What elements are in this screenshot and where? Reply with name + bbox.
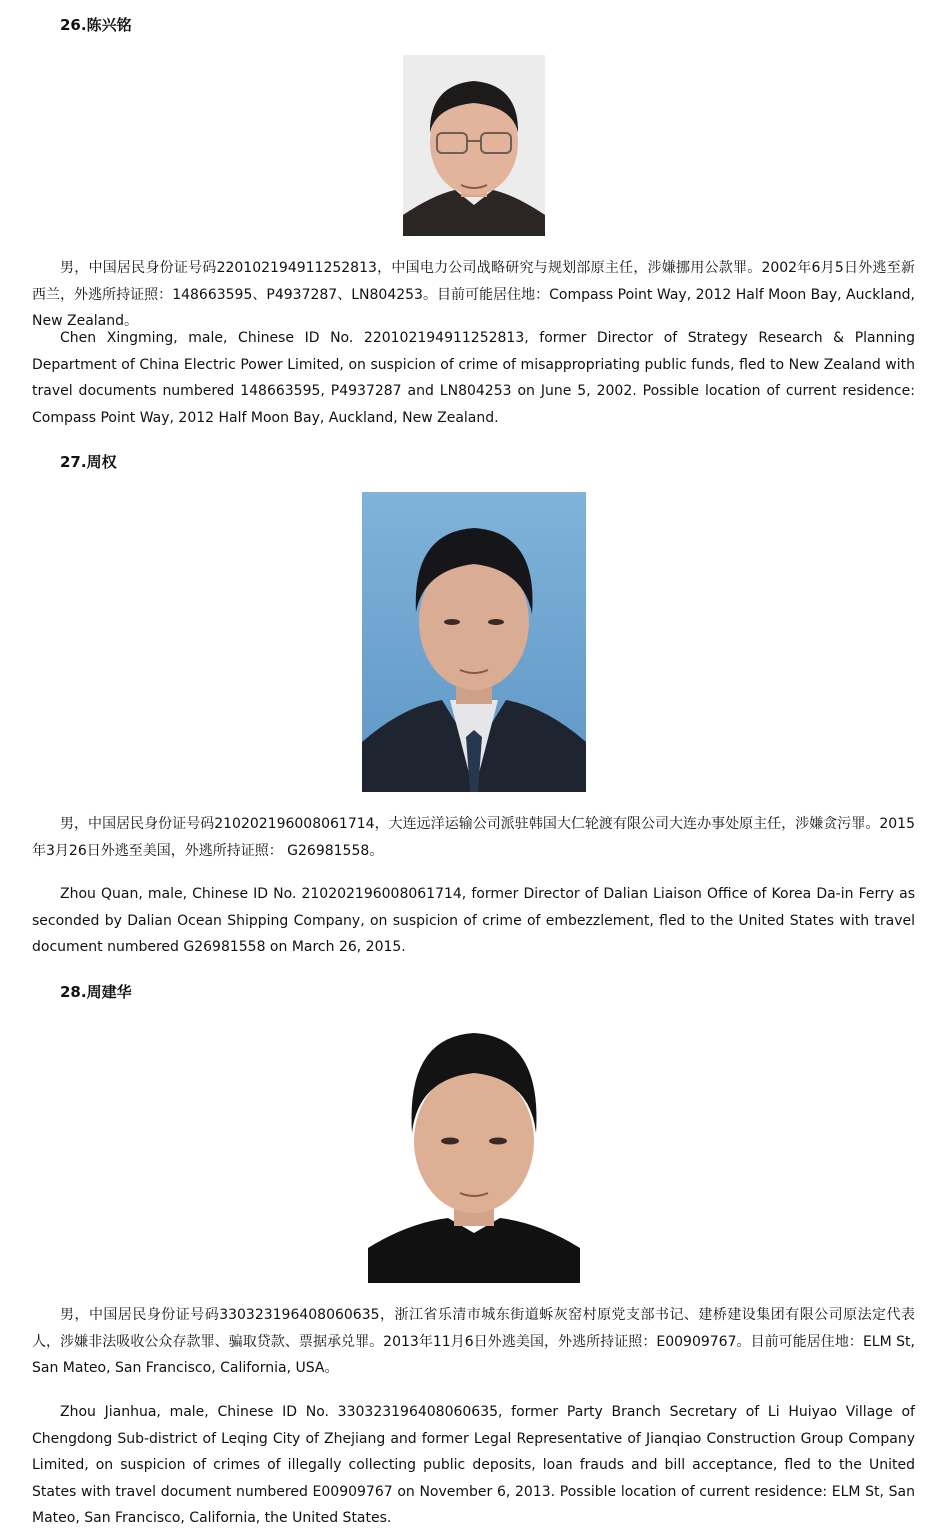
portrait-photo-icon — [368, 1023, 580, 1283]
entry-description-zh: 男，中国居民身份证号码210202196008061714，大连远洋运输公司派驻韩国大仁轮渡有限公司大连办事处原主任，涉嫌贪污罪。2015年3月26日外逃至美国，外逃所持证照： G26981558。 — [32, 816, 915, 859]
entry-heading: 28.周建华 — [60, 983, 132, 1001]
entry-description-en: Chen Xingming, male, Chinese ID No. 220102194911252813, former Director of Strategy Research & Planning Department of China Electric Power Limited, on suspicion of crime of misappropriating public funds, fled to New Zealand with travel documents numbered 148663595, P4937287 and LN804253 on June 5, 2002. Possible location of current residence: Compass Point Way, 2012 Half Moon Bay, Auckland, New Zealand. — [32, 330, 915, 426]
entry-description-en: Zhou Jianhua, male, Chinese ID No. 330323196408060635, former Party Branch Secretary of Li Huiyao Village of Chengdong Sub-district of Leqing City of Zhejiang and former Legal Representative of Jianqiao Construction Group Company Limited, on suspicion of crimes of illegally collecting public deposits, loan frauds and bill acceptance, fled to the United States with travel document numbered E00909767 on November 6, 2013. Possible location of current residence: ELM St, San Mateo, San Francisco, California, the United States. — [32, 1404, 915, 1526]
portrait-photo-icon — [362, 492, 586, 792]
entry-description-zh: 男，中国居民身份证号码330323196408060635，浙江省乐清市城东街道蚸灰窑村原党支部书记、建桥建设集团有限公司原法定代表人，涉嫌非法吸收公众存款罪、骗取贷款、票据承兑罪。2013年11月6日外逃美国，外逃所持证照：E00909767。目前可能居住地：ELM St, San Mateo, San Francisco, California, USA。 — [32, 1307, 915, 1376]
portrait-photo-1 — [403, 55, 545, 236]
portrait-photo-2 — [362, 492, 586, 792]
entry-heading: 27.周权 — [60, 453, 117, 471]
portrait-photo-icon — [403, 55, 545, 236]
entry-description-zh: 男，中国居民身份证号码220102194911252813，中国电力公司战略研究与规划部原主任，涉嫌挪用公款罪。2002年6月5日外逃至新西兰，外逃所持证照：148663595、P4937287、LN804253。目前可能居住地：Compass Point Way, 2012 Half Moon Bay, Auckland, New Zealand。 — [32, 260, 915, 329]
portrait-photo-3 — [368, 1023, 580, 1283]
entry-description-en: Zhou Quan, male, Chinese ID No. 210202196008061714, former Director of Dalian Liaison Office of Korea Da-in Ferry as seconded by Dalian Ocean Shipping Company, on suspicion of crime of embezzlement, fled to the United States with travel document numbered G26981558 on March 26, 2015. — [32, 886, 915, 955]
entry-heading: 26.陈兴铭 — [60, 16, 132, 34]
